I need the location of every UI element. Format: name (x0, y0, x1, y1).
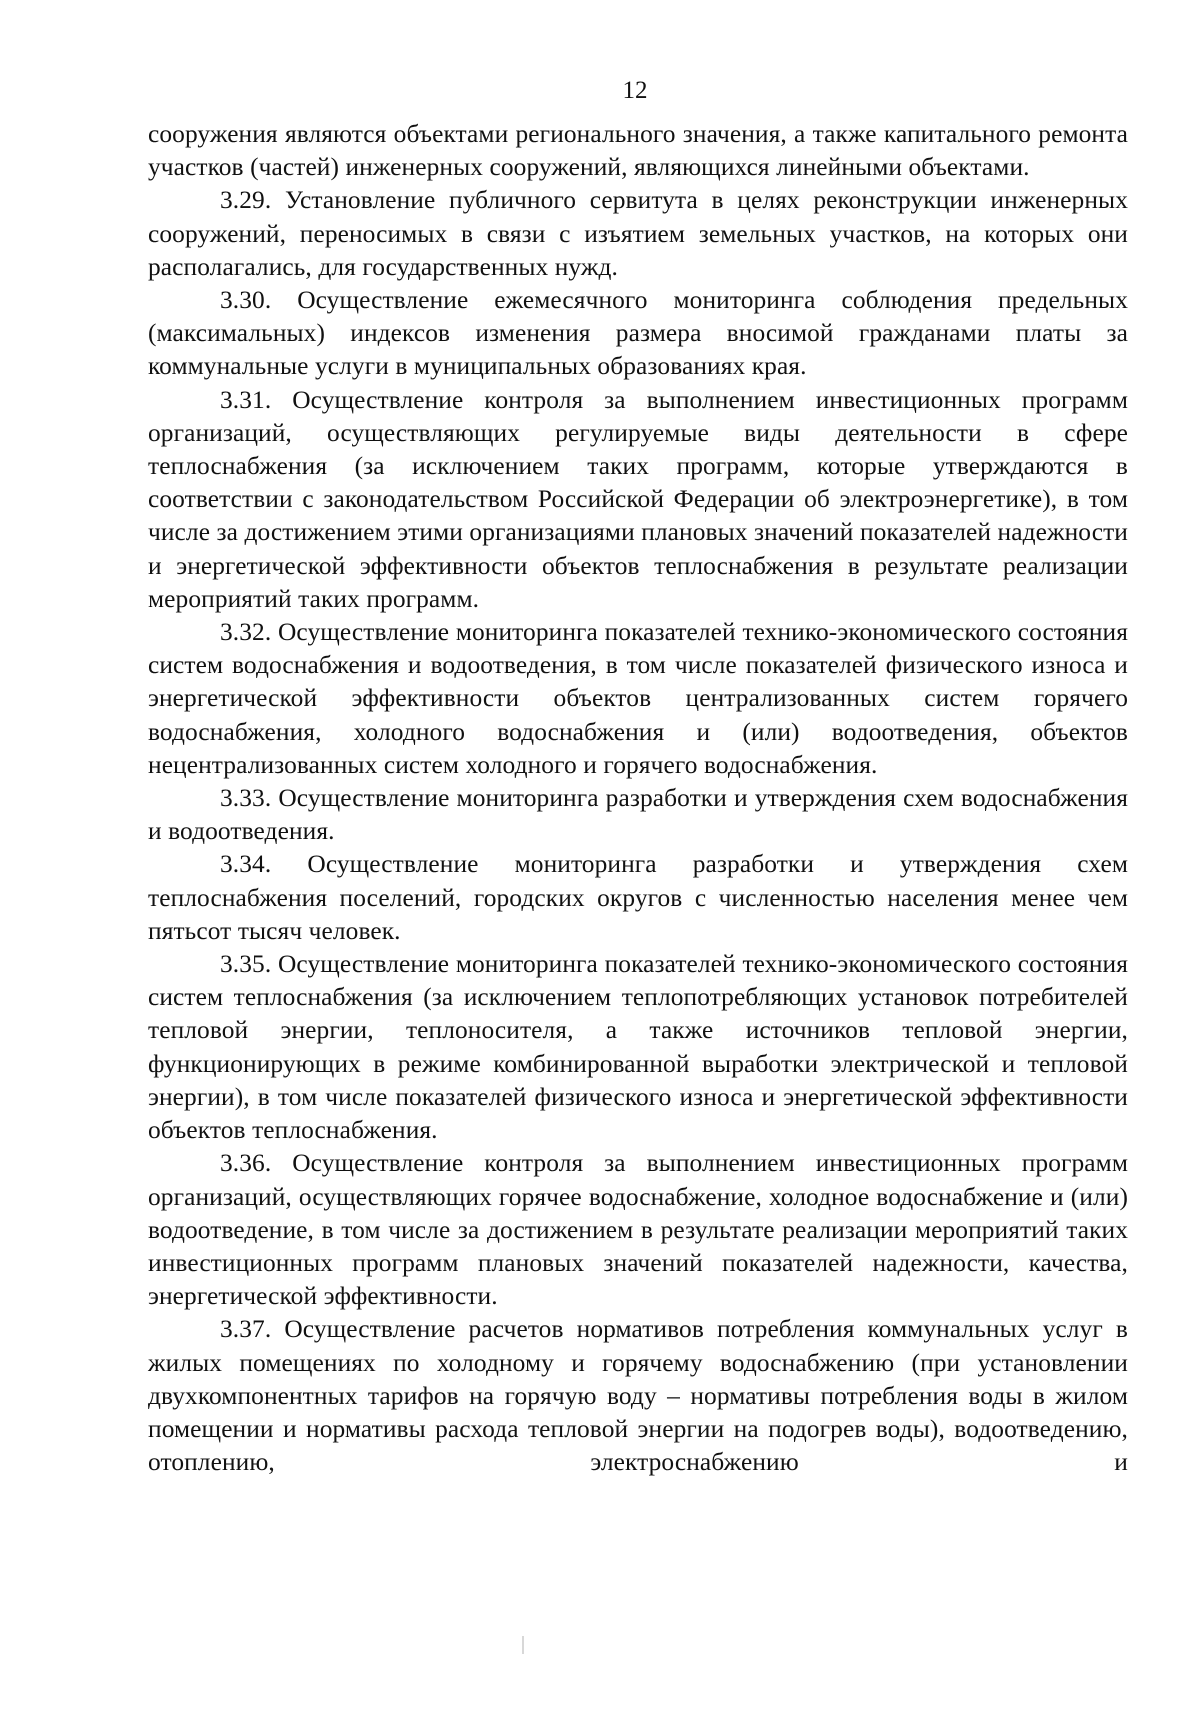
paragraph-text: сооружения являются объектами регионального значения, а также капитального ремонта участков (частей) инженерных сооружений, являющихся линейными объектами. (148, 120, 1128, 182)
paragraph-3-31 (148, 384, 1128, 616)
scan-artifact (522, 1636, 524, 1654)
paragraph-text: Установление публичного сервитута в целях реконструкции инженерных сооружений, переносимых в связи с изъятием земельных участков, на которых они располагались, для государственных нужд. (148, 186, 1128, 281)
paragraph-number: 3.34. (220, 850, 272, 879)
paragraph-text: Осуществление мониторинга показателей технико-экономического состояния систем водоснабжения и водоотведения, в том числе показателей физического износа и энергетической эффективности объектов централизованных систем горячего водоснабжения, холодного водоснабжения и (или) водоотведения, объектов нецентрализованных систем холодного и горячего водоснабжения. (148, 618, 1128, 779)
paragraph-number: 3.32. (220, 618, 272, 647)
paragraph-3-32 (148, 616, 1128, 782)
paragraph-text: Осуществление мониторинга разработки и утверждения схем теплоснабжения поселений, городских округов с численностью населения менее чем пятьсот тысяч человек. (148, 850, 1129, 945)
paragraph-number: 3.30. (220, 286, 272, 315)
paragraph-3-37 (148, 1313, 1128, 1479)
paragraph-3-35 (148, 948, 1128, 1147)
paragraph-text: Осуществление контроля за выполнением инвестиционных программ организаций, осуществляющих горячее водоснабжение, холодное водоснабжение и (или) водоотведение, в том числе за достижением в результате реализации мероприятий таких инвестиционных программ плановых значений показателей надежности, качества, энергетической эффективности. (148, 1149, 1129, 1311)
paragraph-3-34 (148, 848, 1128, 948)
document-body (148, 118, 1128, 1479)
paragraph-text: Осуществление расчетов нормативов потребления коммунальных услуг в жилых помещениях по холодному и горячему водоснабжению (при установлении двухкомпонентных тарифов на горячую воду – нормативы потребления воды в жилом помещении и нормативы расхода тепловой энергии на подогрев воды), водоотведению, отоплению, электроснабжению и (148, 1315, 1128, 1477)
paragraph-number: 3.36. (220, 1149, 272, 1178)
paragraph-text: Осуществление контроля за выполнением инвестиционных программ организаций, осуществляющих регулируемые виды деятельности в сфере теплоснабжения (за исключением таких программ, которые утверждаются в соответствии с законодательством Российской Федерации об электроэнергетике), в том числе за достижением этими организациями плановых значений показателей надежности и энергетической эффективности объектов теплоснабжения в результате реализации мероприятий таких программ. (148, 385, 1129, 613)
paragraph-text: Осуществление мониторинга показателей технико-экономического состояния систем теплоснабжения (за исключением теплопотребляющих установок потребителей тепловой энергии, теплоносителя, а также источников тепловой энергии, функционирующих в режиме комбинированной выработки электрической и тепловой энергии), в том числе показателей физического износа и энергетической эффективности объектов теплоснабжения. (148, 950, 1128, 1145)
paragraph-text: Осуществление мониторинга разработки и утверждения схем водоснабжения и водоотведения. (148, 784, 1128, 846)
paragraph-number: 3.31. (220, 385, 272, 414)
paragraph-3-33 (148, 782, 1128, 848)
paragraph-number: 3.37. (220, 1315, 272, 1344)
paragraph-number: 3.29. (220, 186, 272, 215)
paragraph-text: Осуществление ежемесячного мониторинга соблюдения предельных (максимальных) индексов изменения размера вносимой гражданами платы за коммунальные услуги в муниципальных образованиях края. (148, 286, 1128, 381)
paragraph-continuation (148, 118, 1128, 184)
paragraph-number: 3.35. (220, 950, 272, 979)
paragraph-number: 3.33. (220, 784, 272, 813)
paragraph-3-29 (148, 184, 1128, 284)
paragraph-3-36 (148, 1147, 1128, 1313)
paragraph-3-30 (148, 284, 1128, 384)
page-number: 12 (622, 77, 648, 104)
